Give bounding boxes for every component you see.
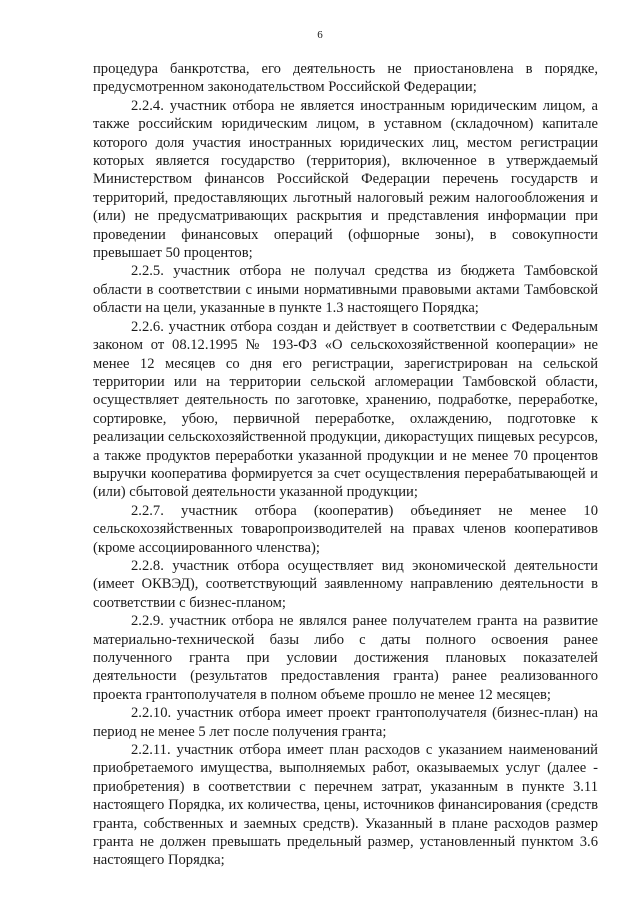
page-number: 6 <box>317 29 323 41</box>
paragraph-2-2-10: 2.2.10. участник отбора имеет проект грантополучателя (бизнес-план) на период не менее 5 лет после получения гранта; <box>93 705 598 740</box>
paragraph-2-2-8: 2.2.8. участник отбора осуществляет вид экономической деятельности (имеет ОКВЭД), соответствующий заявленному направлению деятельности в соответствии с бизнес-планом; <box>93 557 598 611</box>
paragraph-2-2-7: 2.2.7. участник отбора (кооператив) объединяет не менее 10 сельскохозяйственных товаропроизводителей на правах членов кооперативов (кроме ассоциированного членства); <box>93 502 598 556</box>
paragraph-2-2-5: 2.2.5. участник отбора не получал средства из бюджета Тамбовской области в соответствии с иными нормативными правовыми актами Тамбовской области на цели, указанные в пункте 1.3 настоящего Порядка; <box>93 263 598 317</box>
document-body <box>93 60 598 870</box>
paragraph-2-2-11: 2.2.11. участник отбора имеет план расходов с указанием наименований приобретаемого имущества, выполняемых работ, оказываемых услуг (далее - приобретения) в соответствии с перечнем затрат, указанным в пункте 3.11 настоящего Порядка, их количества, цены, источников финансирования (средств гранта, собственных и заемных средств). Указанный в плане расходов размер гранта не должен превышать предельный размер, установленный пунктом 3.6 настоящего Порядка; <box>93 742 598 869</box>
paragraph-continuation: процедура банкротства, его деятельность не приостановлена в порядке, предусмотренном законодательством Российской Федерации; <box>93 61 598 96</box>
paragraph-2-2-6: 2.2.6. участник отбора создан и действует в соответствии с Федеральным законом от 08.12.1995 № 193-ФЗ «О сельскохозяйственной кооперации» не менее 12 месяцев со дня его регистрации, зарегистрирован на сельской территории или на территории сельской агломерации Тамбовской области, осуществляет деятельность по заготовке, хранению, подработке, переработке, сортировке, убою, первичной переработке, охлаждению, подготовке к реализации сельскохозяйственной продукции, дикорастущих пищевых ресурсов, а также продуктов переработки указанной продукции и не менее 70 процентов выручки кооператива формируется за счет осуществления перерабатывающей и (или) сбытовой деятельности указанной продукции; <box>93 318 598 501</box>
paragraph-2-2-4: 2.2.4. участник отбора не является иностранным юридическим лицом, а также российским юридическим лицом, в уставном (складочном) капитале которого доля участия иностранных юридических лиц, местом регистрации которых является государство (территория), включенное в утверждаемый Министерством финансов Российской Федерации перечень государств и территорий, предоставляющих льготный налоговый режим налогообложения и (или) не предусматривающих раскрытия и представления информации при проведении финансовых операций (офшорные зоны), в совокупности превышает 50 процентов; <box>93 97 598 262</box>
paragraph-2-2-9: 2.2.9. участник отбора не являлся ранее получателем гранта на развитие материально-технической базы либо с даты полного освоения ранее полученного гранта при условии достижения плановых показателей деятельности (результатов предоставления гранта) ранее реализованного проекта грантополучателя в полном объеме прошло не менее 12 месяцев; <box>93 613 598 703</box>
